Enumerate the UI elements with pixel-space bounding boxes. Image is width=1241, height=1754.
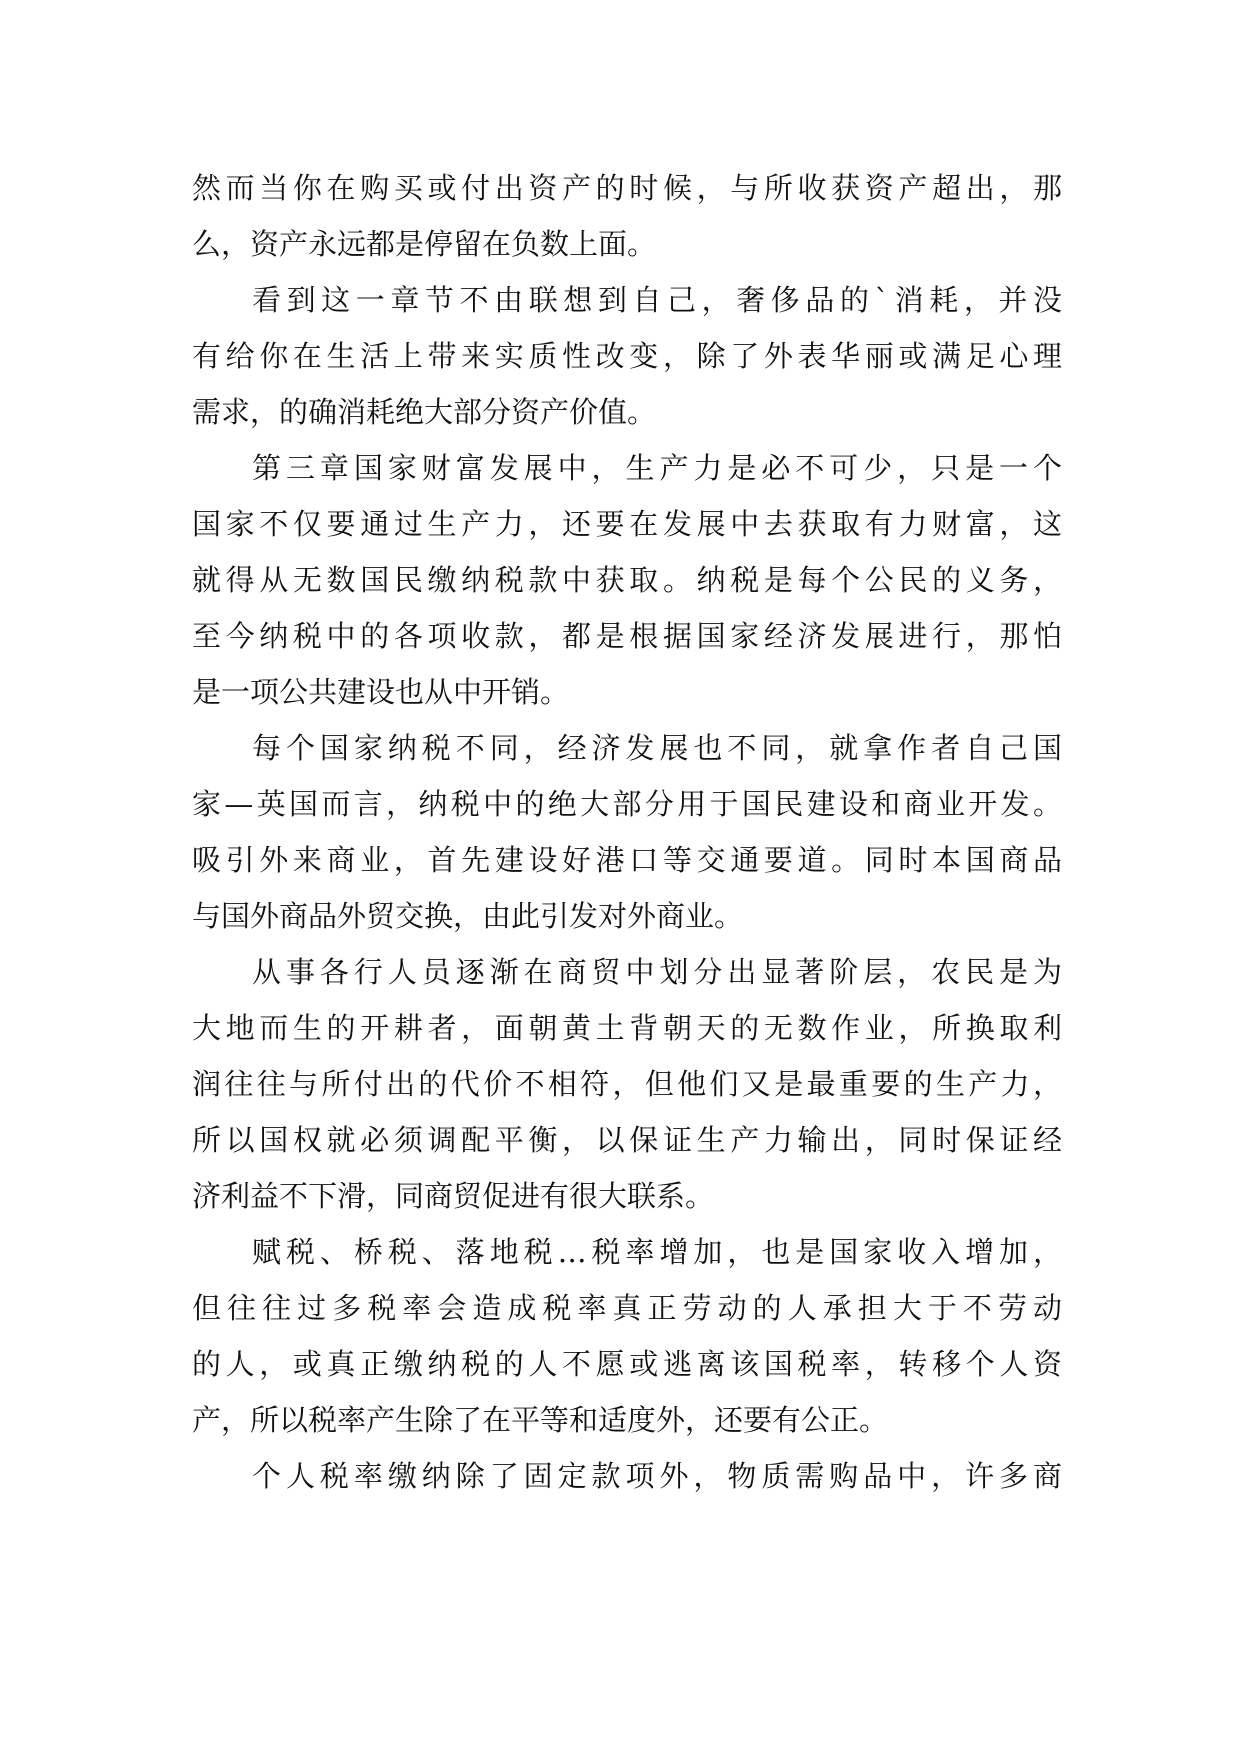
- document-body: [192, 160, 1062, 1504]
- text-line: 与国外商品外贸交换，由此引发对外商业。: [192, 899, 744, 933]
- text-line: 产，所以税率产生除了在平等和适度外，还要有公正。: [192, 1403, 889, 1437]
- text-line: 看到这一章节不由联想到自己，奢侈品的`消耗，并没: [252, 283, 1062, 317]
- text-line: 吸引外来商业，首先建设好港口等交通要道。同时本国商品: [192, 843, 1062, 877]
- paragraph: [192, 1448, 1062, 1504]
- paragraph: [192, 272, 1062, 440]
- paragraph: [192, 1224, 1062, 1448]
- paragraph: [192, 944, 1062, 1224]
- text-line: 从事各行人员逐渐在商贸中划分出显著阶层，农民是为: [252, 955, 1062, 989]
- text-line: 赋税、桥税、落地税…税率增加，也是国家收入增加，: [252, 1235, 1062, 1269]
- text-line: 就得从无数国民缴纳税款中获取。纳税是每个公民的义务，: [192, 563, 1062, 597]
- text-line: 个人税率缴纳除了固定款项外，物质需购品中，许多商: [252, 1459, 1062, 1493]
- text-line: 么，资产永远都是停留在负数上面。: [192, 227, 657, 261]
- paragraph: [192, 160, 1062, 272]
- text-line: 大地而生的开耕者，面朝黄土背朝天的无数作业，所换取利: [192, 1011, 1062, 1045]
- text-line: 然而当你在购买或付出资产的时候，与所收获资产超出，那: [192, 171, 1062, 205]
- text-line: 至今纳税中的各项收款，都是根据国家经济发展进行，那怕: [192, 619, 1062, 653]
- paragraph: [192, 720, 1062, 944]
- text-line: 第三章国家财富发展中，生产力是必不可少，只是一个: [252, 451, 1062, 485]
- text-line: 所以国权就必须调配平衡，以保证生产力输出，同时保证经: [192, 1123, 1062, 1157]
- text-line: 需求，的确消耗绝大部分资产价值。: [192, 395, 657, 429]
- text-line: 是一项公共建设也从中开销。: [192, 675, 570, 709]
- paragraph: [192, 440, 1062, 720]
- text-line: 每个国家纳税不同，经济发展也不同，就拿作者自己国: [252, 731, 1062, 765]
- text-line: 的人，或真正缴纳税的人不愿或逃离该国税率，转移个人资: [192, 1347, 1062, 1381]
- text-line: 家—英国而言，纳税中的绝大部分用于国民建设和商业开发。: [192, 787, 1062, 821]
- text-line: 国家不仅要通过生产力，还要在发展中去获取有力财富，这: [192, 507, 1062, 541]
- text-line: 润往往与所付出的代价不相符，但他们又是最重要的生产力，: [192, 1067, 1062, 1101]
- text-line: 有给你在生活上带来实质性改变，除了外表华丽或满足心理: [192, 339, 1062, 373]
- text-line: 但往往过多税率会造成税率真正劳动的人承担大于不劳动: [192, 1291, 1062, 1325]
- text-line: 济利益不下滑，同商贸促进有很大联系。: [192, 1179, 715, 1213]
